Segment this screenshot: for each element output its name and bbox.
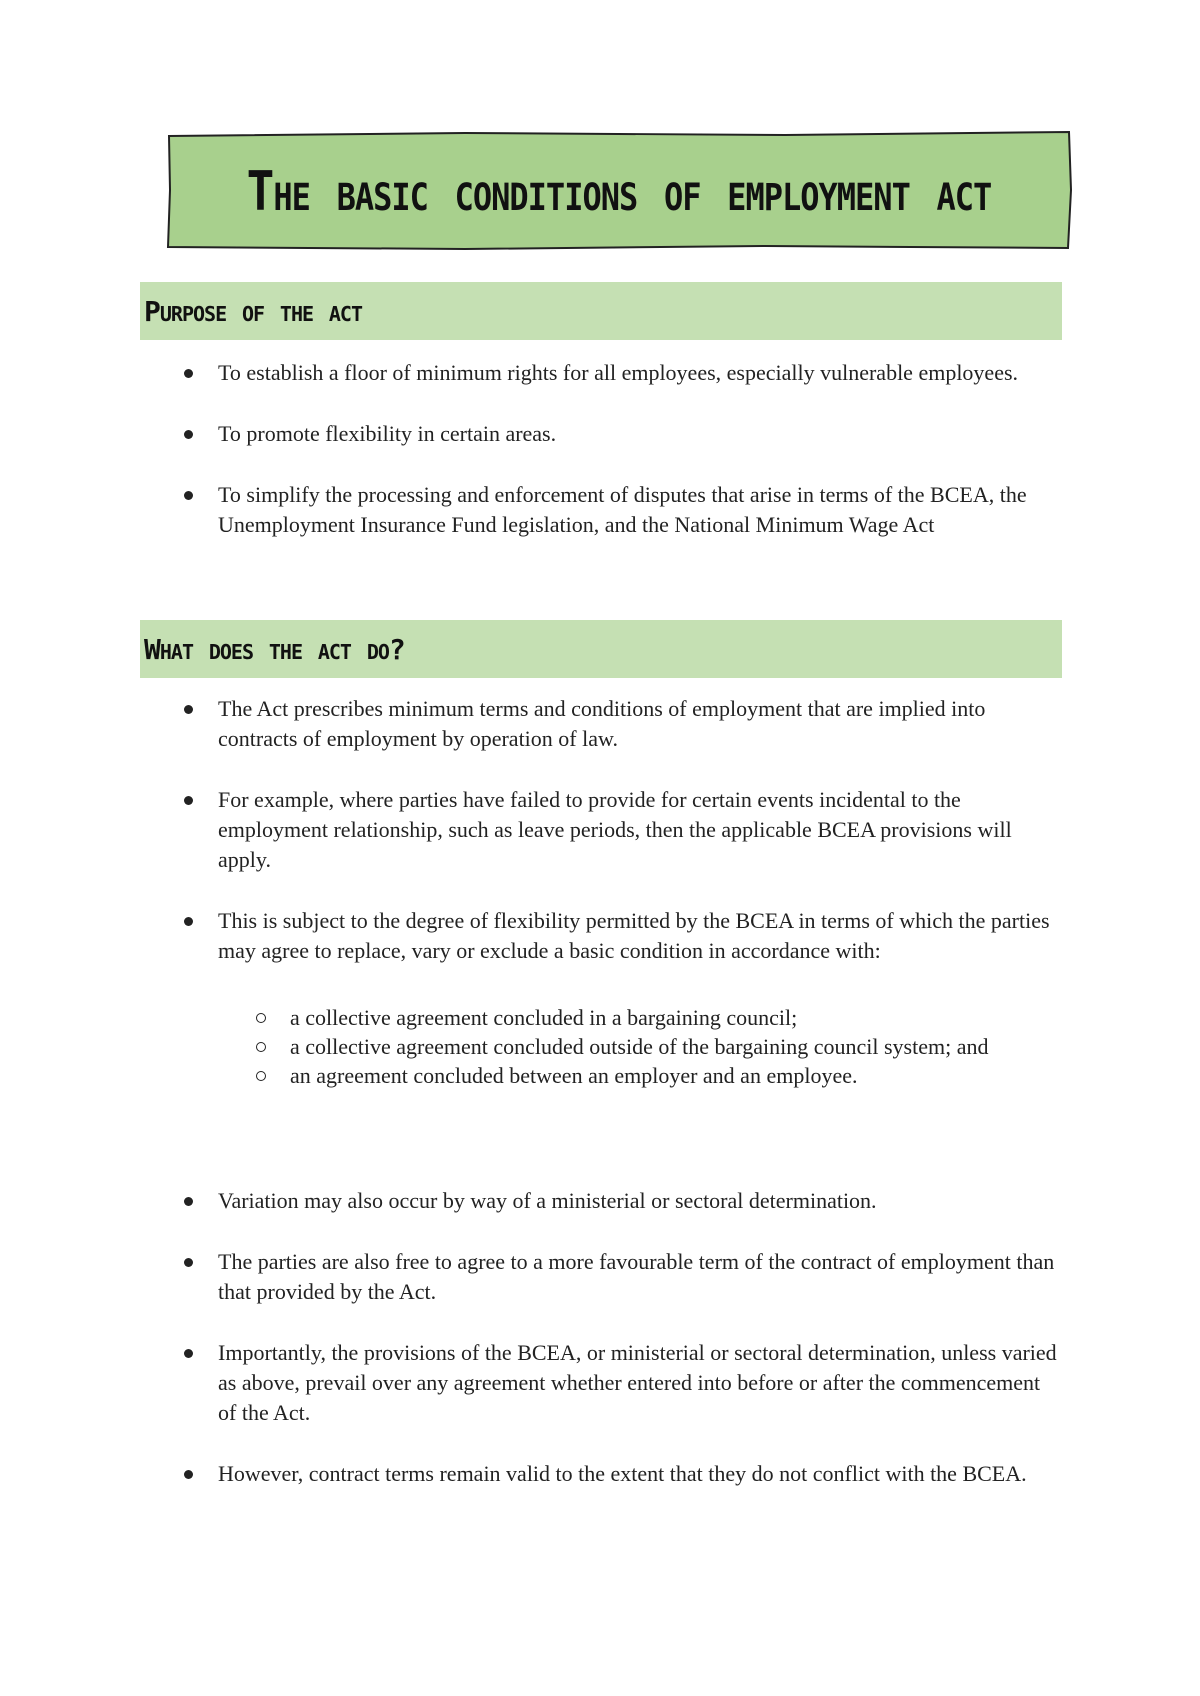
bullet-icon	[184, 1349, 193, 1358]
bullet-icon	[184, 369, 193, 378]
bullet-icon	[184, 796, 193, 805]
bullet-icon	[184, 1258, 193, 1267]
sub-list-item: a collective agreement concluded in a bargaining council;	[0, 1003, 1025, 1032]
list-item: The Act prescribes minimum terms and conditions of employment that are implied into contracts of employment by operation of law.	[0, 694, 1063, 754]
bullet-icon	[184, 705, 193, 714]
section-heading-purpose: Purpose of the act	[140, 282, 1062, 340]
list-item: However, contract terms remain valid to the extent that they do not conflict with the BCEA.	[0, 1459, 1063, 1489]
list-item: This is subject to the degree of flexibility permitted by the BCEA in terms of which the parties may agree to replace, vary or exclude a basic condition in accordance with:	[0, 906, 1063, 966]
list-item: To establish a floor of minimum rights for all employees, especially vulnerable employees.	[0, 358, 1063, 388]
list-item: For example, where parties have failed to provide for certain events incidental to the employment relationship, such as leave periods, then the applicable BCEA provisions will apply.	[0, 785, 1063, 875]
bullet-icon	[184, 1470, 193, 1479]
list-item: Variation may also occur by way of a ministerial or sectoral determination.	[0, 1186, 1063, 1216]
bullet-icon	[184, 491, 193, 500]
page-title: The basic conditions of employment act	[246, 159, 992, 223]
list-item: To promote flexibility in certain areas.	[0, 419, 1063, 449]
purpose-list	[0, 358, 1063, 571]
bullet-icon	[184, 917, 193, 926]
what-does-list	[0, 694, 1063, 997]
circle-bullet-icon	[256, 1013, 266, 1023]
bullet-icon	[184, 1197, 193, 1206]
agreement-sublist	[0, 1003, 1025, 1090]
list-item: Importantly, the provisions of the BCEA, or ministerial or sectoral determination, unless varied as above, prevail over any agreement whether entered into before or after the commencement of the Act.	[0, 1338, 1063, 1428]
section-heading-what-does: What does the act do?	[140, 620, 1062, 678]
title-banner	[165, 130, 1073, 252]
variation-list	[0, 1186, 1063, 1520]
circle-bullet-icon	[256, 1071, 266, 1081]
bullet-icon	[184, 430, 193, 439]
list-item: To simplify the processing and enforcement of disputes that arise in terms of the BCEA, the Unemployment Insurance Fund legislation, and the National Minimum Wage Act	[0, 480, 1063, 540]
list-item: The parties are also free to agree to a more favourable term of the contract of employment than that provided by the Act.	[0, 1247, 1063, 1307]
sub-list-item: an agreement concluded between an employer and an employee.	[0, 1061, 1025, 1090]
sub-list-item: a collective agreement concluded outside of the bargaining council system; and	[0, 1032, 1025, 1061]
circle-bullet-icon	[256, 1042, 266, 1052]
